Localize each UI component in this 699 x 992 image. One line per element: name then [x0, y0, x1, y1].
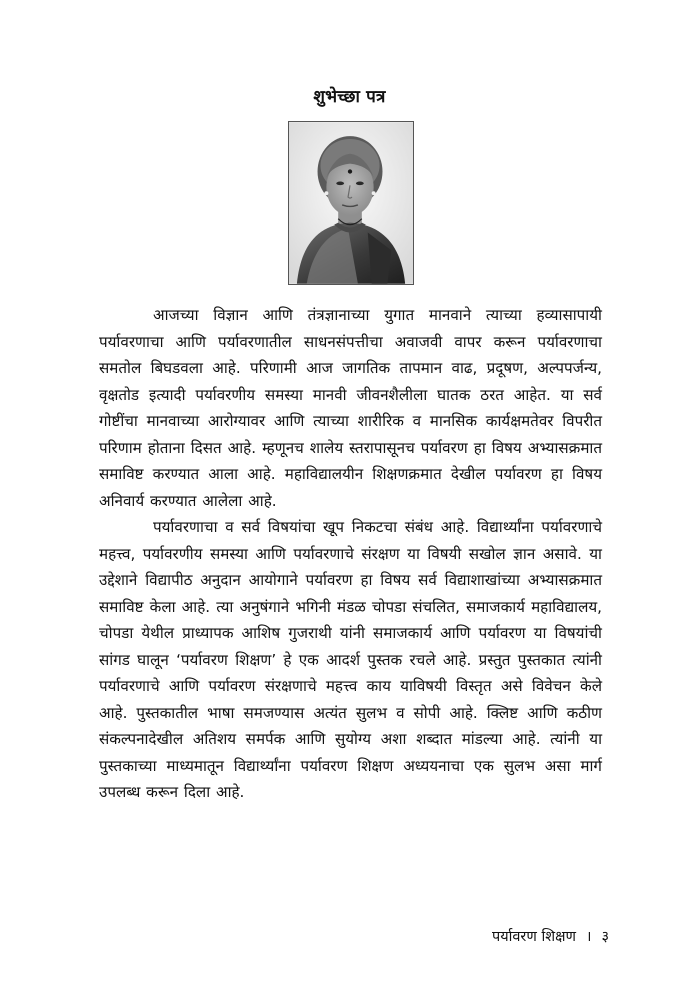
paragraph-1: आजच्या विज्ञान आणि तंत्रज्ञानाच्या युगात मानवाने त्याच्या हव्यासापायी पर्यावरणाचा आणि पर्यावरणातील साधनसंपत्तीचा अवाजवी वापर करून पर्यावरणाचा समतोल बिघडवला आहे. परिणामी आज जागतिक तापमान वाढ, प्रदूषण, अल्पपर्जन्य, वृक्षतोड इत्यादी पर्यावरणीय समस्या मानवी जीवनशैलीला घातक ठरत आहेत. या सर्व गोष्टींचा मानवाच्या आरोग्यावर आणि त्याच्या शारीरिक व मानसिक कार्यक्षमतेवर विपरीत परिणाम होताना दिसत आहे. म्हणूनच शालेय स्तरापासूनच पर्यावरण हा विषय अभ्यासक्रमात समाविष्ट करण्यात आला आहे. महाविद्यालयीन शिक्षणक्रमात देखील पर्यावरण हा विषय अनिवार्य करण्यात आलेला आहे. — [99, 306, 602, 510]
portrait-icon — [289, 122, 413, 284]
paragraph-2: पर्यावरणाचा व सर्व विषयांचा खूप निकटचा संबंध आहे. विद्यार्थ्यांना पर्यावरणाचे महत्त्व, पर्यावरणीय समस्या आणि पर्यावरणाचे संरक्षण या विषयी सखोल ज्ञान असावे. या उद्देशाने विद्यापीठ अनुदान आयोगाने पर्यावरण हा विषय सर्व विद्याशाखांच्या अभ्यासक्रमात समाविष्ट केला आहे. त्या अनुषंगाने भगिनी मंडळ चोपडा संचलित, समाजकार्य महाविद्यालय, चोपडा येथील प्राध्यापक आशिष गुजराथी यांनी समाजकार्य आणि पर्यावरण या विषयांची सांगड घालून ‘पर्यावरण शिक्षण’ हे एक आदर्श पुस्तक रचले आहे. प्रस्तुत पुस्तकात त्यांनी पर्यावरणाचे आणि पर्यावरण संरक्षणाचे महत्त्व काय याविषयी विस्तृत असे विवेचन केले आहे. पुस्तकातील भाषा समजण्यास अत्यंत सुलभ व सोपी आहे. क्लिष्ट आणि कठीण संकल्पनादेखील अतिशय समर्पक आणि सुयोग्य अशा शब्दात मांडल्या आहे. त्यांनी या पुस्तकाच्या माध्यमातून विद्यार्थ्यांना पर्यावरण शिक्षण अध्ययनाचा एक सुलभ असा मार्ग उपलब्ध करून दिला आहे. — [99, 518, 602, 801]
footer-separator: । — [585, 929, 592, 945]
footer-book-title: पर्यावरण शिक्षण — [491, 929, 576, 945]
page-title: शुभेच्छा पत्र — [313, 87, 386, 107]
letter-body — [99, 302, 602, 806]
page-number: ३ — [601, 929, 609, 945]
page-footer — [492, 926, 609, 946]
portrait-photo — [288, 121, 414, 285]
